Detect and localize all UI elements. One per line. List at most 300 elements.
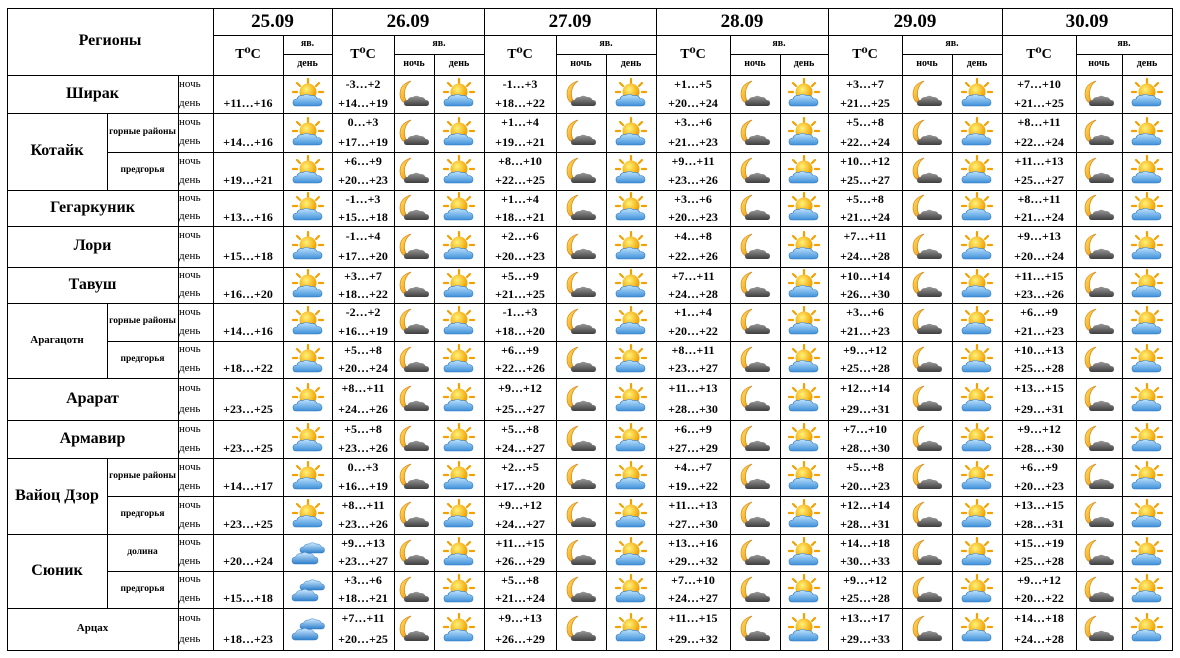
grid-line — [1002, 8, 1003, 650]
temp-night-value: +8…+11 — [1017, 115, 1061, 130]
day-label: день — [179, 287, 201, 300]
sunny-cloud-icon — [442, 574, 476, 611]
temp-night-value: -1…+3 — [502, 305, 538, 320]
night-label: ночь — [179, 498, 201, 511]
moon-cloud-icon — [1082, 500, 1116, 535]
day-label: день — [179, 402, 201, 415]
subregion-label: горные районы — [109, 126, 176, 137]
sunny-cloud-icon — [614, 537, 648, 574]
phenomena-header: яв. — [300, 38, 315, 50]
temp-night-value: +4…+7 — [674, 460, 712, 475]
temp-night-value: +3…+6 — [674, 191, 712, 206]
temp-day-value: +25…+27 — [840, 173, 890, 188]
temp-night-value: +8…+10 — [498, 154, 542, 169]
sunny-cloud-icon — [787, 231, 821, 268]
date-header: 27.09 — [548, 10, 592, 32]
subregion-label: предгорья — [120, 509, 165, 520]
sunny-cloud-icon — [787, 269, 821, 306]
region-name: Лори — [73, 237, 112, 255]
moon-cloud-icon — [397, 345, 431, 380]
date-header: 28.09 — [720, 10, 764, 32]
temp-day-value: +24…+28 — [668, 286, 718, 301]
day-subheader: день — [448, 58, 470, 70]
temp-night-value: +3…+6 — [846, 305, 884, 320]
temp-night-value: +9…+13 — [341, 535, 385, 550]
moon-cloud-icon — [564, 118, 598, 153]
moon-cloud-icon — [910, 79, 944, 114]
sunny-cloud-icon — [1130, 574, 1164, 611]
grid-line — [434, 54, 435, 650]
temp-day-value: +26…+30 — [840, 286, 890, 301]
temp-day-value: +14…+19 — [338, 96, 388, 111]
temp-night-value: +6…+9 — [1020, 460, 1058, 475]
temp-day-value: +23…+26 — [668, 173, 718, 188]
grid-line — [107, 341, 1172, 342]
temp-day-value: +28…+30 — [1014, 441, 1064, 456]
temp-night-value: +12…+14 — [840, 381, 890, 396]
grid-line — [1076, 35, 1077, 650]
grid-line — [828, 8, 829, 650]
temp-night-value: +9…+12 — [498, 381, 542, 396]
temp-day-value: +21…+24 — [495, 591, 545, 606]
temp-night-value: +1…+4 — [501, 115, 539, 130]
temp-night-value: +11…+15 — [1014, 268, 1064, 283]
moon-cloud-icon — [564, 424, 598, 459]
sunny-cloud-icon — [291, 78, 325, 115]
moon-cloud-icon — [1082, 307, 1116, 342]
grid-line — [7, 458, 1172, 459]
sunny-cloud-icon — [960, 574, 994, 611]
sunny-cloud-icon — [1130, 269, 1164, 306]
grid-line — [1076, 54, 1172, 55]
sunny-cloud-icon — [960, 231, 994, 268]
moon-cloud-icon — [910, 232, 944, 267]
grid-line — [213, 8, 214, 650]
moon-cloud-icon — [1082, 345, 1116, 380]
sunny-cloud-icon — [614, 117, 648, 154]
temp-day-value: +21…+23 — [668, 134, 718, 149]
temp-night-value: +11…+15 — [495, 535, 545, 550]
moon-cloud-icon — [397, 575, 431, 610]
sunny-cloud-icon — [442, 537, 476, 574]
sunny-cloud-icon — [1130, 423, 1164, 460]
sunny-cloud-icon — [1130, 461, 1164, 498]
temp-night-value: +1…+4 — [501, 191, 539, 206]
sunny-cloud-icon — [1130, 78, 1164, 115]
sunny-cloud-icon — [787, 117, 821, 154]
sunny-cloud-icon — [1130, 499, 1164, 536]
moon-cloud-icon — [910, 424, 944, 459]
day-label: день — [179, 210, 201, 223]
grid-line — [107, 152, 1172, 153]
temp-night-value: +13…+15 — [1014, 498, 1064, 513]
temp-day-value: +20…+24 — [223, 554, 273, 569]
sunny-cloud-icon — [442, 613, 476, 650]
grid-line — [780, 54, 781, 650]
temp-day-value: +25…+27 — [495, 402, 545, 417]
temp-day-value: +18…+21 — [495, 209, 545, 224]
sunny-cloud-icon — [442, 269, 476, 306]
temp-night-value: +5…+8 — [501, 572, 539, 587]
temp-day-value: +21…+23 — [840, 324, 890, 339]
temp-night-value: +5…+8 — [344, 342, 382, 357]
temp-night-value: +9…+11 — [671, 154, 715, 169]
grid-line — [1172, 8, 1173, 650]
sunny-cloud-icon — [787, 537, 821, 574]
grid-line — [7, 534, 1172, 535]
sunny-cloud-icon — [1130, 231, 1164, 268]
grid-line — [952, 54, 953, 650]
temp-day-value: +17…+20 — [495, 479, 545, 494]
night-label: ночь — [179, 269, 201, 282]
sunny-cloud-icon — [614, 574, 648, 611]
moon-cloud-icon — [564, 538, 598, 573]
temp-night-value: +9…+13 — [498, 611, 542, 626]
sunny-cloud-icon — [960, 155, 994, 192]
sunny-cloud-icon — [291, 344, 325, 381]
moon-cloud-icon — [738, 307, 772, 342]
moon-cloud-icon — [910, 614, 944, 649]
regions-header: Регионы — [78, 32, 142, 50]
sunny-cloud-icon — [960, 537, 994, 574]
grid-line — [394, 54, 484, 55]
temp-night-value: -1…+4 — [345, 228, 381, 243]
moon-cloud-icon — [564, 79, 598, 114]
moon-cloud-icon — [564, 156, 598, 191]
sunny-cloud-icon — [1130, 344, 1164, 381]
sunny-cloud-icon — [442, 231, 476, 268]
date-header: 25.09 — [251, 10, 294, 32]
temp-day-value: +15…+18 — [223, 249, 273, 264]
night-label: ночь — [179, 154, 201, 167]
temp-day-value: +26…+29 — [495, 632, 545, 647]
day-label: день — [179, 135, 201, 148]
temp-night-value: +8…+11 — [671, 342, 715, 357]
temp-day-value: +23…+25 — [223, 517, 273, 532]
phenomena-header: яв. — [1117, 38, 1131, 50]
phenomena-header: яв. — [945, 38, 959, 50]
sunny-cloud-icon — [787, 383, 821, 420]
grid-line — [7, 420, 1172, 421]
moon-cloud-icon — [1082, 462, 1116, 497]
sunny-cloud-icon — [442, 306, 476, 343]
temp-night-value: +2…+5 — [501, 460, 539, 475]
temp-night-value: +7…+10 — [1017, 77, 1061, 92]
moon-cloud-icon — [397, 384, 431, 419]
sunny-cloud-icon — [442, 344, 476, 381]
moon-cloud-icon — [1082, 193, 1116, 228]
grid-line — [213, 35, 1172, 36]
sunny-cloud-icon — [614, 461, 648, 498]
sunny-cloud-icon — [787, 192, 821, 229]
moon-cloud-icon — [910, 384, 944, 419]
grid-line — [283, 35, 284, 650]
temp-night-value: +1…+4 — [674, 305, 712, 320]
sunny-cloud-icon — [787, 499, 821, 536]
sunny-cloud-icon — [960, 423, 994, 460]
temp-day-value: +21…+25 — [1014, 96, 1064, 111]
temp-night-value: +6…+9 — [1020, 305, 1058, 320]
temp-night-value: +10…+14 — [840, 268, 890, 283]
subregion-label: предгорья — [120, 165, 165, 176]
temp-day-value: +20…+23 — [1014, 479, 1064, 494]
temp-day-value: +24…+28 — [840, 249, 890, 264]
moon-cloud-icon — [738, 118, 772, 153]
day-subheader: день — [297, 58, 318, 70]
night-label: ночь — [179, 229, 201, 242]
temp-day-value: +18…+23 — [223, 632, 273, 647]
temp-day-value: +29…+31 — [840, 402, 890, 417]
grid-line — [7, 608, 1172, 609]
temp-day-value: +15…+18 — [223, 591, 273, 606]
sunny-cloud-icon — [614, 306, 648, 343]
sunny-cloud-icon — [1130, 192, 1164, 229]
sunny-cloud-icon — [960, 269, 994, 306]
temp-day-value: +22…+26 — [668, 249, 718, 264]
moon-cloud-icon — [738, 614, 772, 649]
temp-day-value: +23…+26 — [338, 441, 388, 456]
sunny-cloud-icon — [960, 344, 994, 381]
temp-night-value: +2…+6 — [501, 228, 539, 243]
temp-day-value: +29…+32 — [668, 554, 718, 569]
day-label: день — [179, 96, 201, 109]
subregion-label: долина — [127, 546, 158, 557]
sunny-cloud-icon — [442, 499, 476, 536]
temp-night-value: +9…+12 — [843, 342, 887, 357]
subregion-label: предгорья — [120, 353, 165, 364]
temp-day-value: +25…+28 — [840, 361, 890, 376]
night-label: ночь — [179, 192, 201, 205]
temp-day-value: +24…+27 — [495, 517, 545, 532]
temp-day-value: +29…+31 — [1014, 402, 1064, 417]
sunny-cloud-icon — [614, 155, 648, 192]
sunny-cloud-icon — [614, 192, 648, 229]
grid-line — [7, 113, 1172, 114]
moon-cloud-icon — [1082, 384, 1116, 419]
sunny-cloud-icon — [291, 117, 325, 154]
moon-cloud-icon — [910, 538, 944, 573]
temp-day-value: +18…+20 — [495, 324, 545, 339]
moon-cloud-icon — [564, 232, 598, 267]
sunny-cloud-icon — [291, 461, 325, 498]
temp-day-value: +16…+19 — [338, 324, 388, 339]
sunny-cloud-icon — [787, 155, 821, 192]
temp-night-value: +5…+9 — [501, 268, 539, 283]
temp-day-value: +28…+31 — [840, 517, 890, 532]
sunny-cloud-icon — [614, 344, 648, 381]
subregion-label: предгорья — [120, 583, 165, 594]
date-header: 30.09 — [1065, 10, 1109, 32]
moon-cloud-icon — [738, 424, 772, 459]
sunny-cloud-icon — [1130, 613, 1164, 650]
grid-line — [107, 496, 1172, 497]
temp-night-value: +7…+10 — [671, 572, 715, 587]
temp-day-value: +16…+20 — [223, 286, 273, 301]
temp-night-value: +15…+19 — [1014, 535, 1064, 550]
temp-night-value: +3…+6 — [344, 572, 382, 587]
sunny-cloud-icon — [442, 461, 476, 498]
sunny-cloud-icon — [960, 192, 994, 229]
moon-cloud-icon — [564, 462, 598, 497]
moon-cloud-icon — [738, 156, 772, 191]
grid-line — [107, 303, 108, 378]
moon-cloud-icon — [738, 232, 772, 267]
day-subheader: день — [966, 58, 988, 70]
temp-night-value: +14…+18 — [1014, 611, 1064, 626]
moon-cloud-icon — [1082, 424, 1116, 459]
sunny-cloud-icon — [960, 383, 994, 420]
sunny-cloud-icon — [614, 231, 648, 268]
moon-cloud-icon — [564, 575, 598, 610]
sunny-cloud-icon — [442, 155, 476, 192]
sunny-cloud-icon — [1130, 383, 1164, 420]
moon-cloud-icon — [910, 500, 944, 535]
sunny-cloud-icon — [614, 423, 648, 460]
day-label: день — [179, 591, 201, 604]
temp-day-value: +25…+27 — [1014, 173, 1064, 188]
temp-day-value: +23…+26 — [338, 517, 388, 532]
day-label: день — [179, 173, 201, 186]
moon-cloud-icon — [564, 193, 598, 228]
temp-night-value: +9…+12 — [498, 498, 542, 513]
moon-cloud-icon — [738, 500, 772, 535]
temp-day-value: +23…+27 — [668, 361, 718, 376]
sunny-cloud-icon — [442, 383, 476, 420]
temp-day-value: +28…+30 — [840, 441, 890, 456]
temp-day-value: +22…+24 — [840, 134, 890, 149]
temp-day-value: +23…+25 — [223, 441, 273, 456]
grid-line — [556, 35, 557, 650]
temp-day-value: +22…+25 — [495, 173, 545, 188]
temp-day-value: +20…+24 — [338, 361, 388, 376]
temp-day-value: +14…+17 — [223, 479, 273, 494]
sunny-cloud-icon — [787, 574, 821, 611]
temp-night-value: +1…+5 — [674, 77, 712, 92]
night-label: ночь — [179, 381, 201, 394]
temp-night-value: +11…+13 — [1014, 154, 1064, 169]
sunny-cloud-icon — [291, 499, 325, 536]
night-subheader: ночь — [1088, 58, 1110, 70]
sunny-cloud-icon — [291, 306, 325, 343]
phenomena-header: яв. — [432, 38, 446, 50]
temp-night-value: +14…+18 — [840, 535, 890, 550]
temp-header: T⁰C — [507, 46, 533, 62]
temp-night-value: +7…+11 — [341, 611, 385, 626]
night-label: ночь — [179, 536, 201, 549]
night-label: ночь — [179, 77, 201, 90]
phenomena-header: яв. — [599, 38, 613, 50]
sunny-cloud-icon — [291, 383, 325, 420]
sunny-cloud-icon — [960, 78, 994, 115]
temp-day-value: +27…+29 — [668, 441, 718, 456]
temp-night-value: +11…+15 — [668, 611, 718, 626]
day-label: день — [179, 479, 201, 492]
region-name: Ширак — [66, 84, 119, 102]
grid-line — [7, 190, 1172, 191]
temp-header: T⁰C — [1026, 46, 1052, 62]
sunny-cloud-icon — [614, 499, 648, 536]
region-name: Гегаркуник — [50, 198, 135, 216]
temp-header: T⁰C — [350, 46, 376, 62]
temp-header: T⁰C — [235, 46, 261, 62]
sunny-cloud-icon — [291, 231, 325, 268]
moon-cloud-icon — [738, 538, 772, 573]
temp-day-value: +15…+18 — [338, 209, 388, 224]
temp-day-value: +23…+26 — [1014, 286, 1064, 301]
temp-day-value: +18…+22 — [495, 96, 545, 111]
sunny-cloud-icon — [787, 613, 821, 650]
sunny-cloud-icon — [291, 192, 325, 229]
sunny-cloud-icon — [614, 269, 648, 306]
temp-day-value: +18…+21 — [338, 591, 388, 606]
region-name: Арцах — [76, 622, 109, 635]
temp-day-value: +24…+27 — [668, 591, 718, 606]
night-label: ночь — [179, 611, 201, 624]
moon-cloud-icon — [738, 270, 772, 305]
moon-cloud-icon — [910, 156, 944, 191]
temp-night-value: +11…+13 — [668, 498, 718, 513]
temp-night-value: +5…+8 — [344, 422, 382, 437]
moon-cloud-icon — [910, 270, 944, 305]
temp-night-value: +8…+11 — [341, 498, 385, 513]
temp-night-value: +3…+6 — [674, 115, 712, 130]
night-label: ночь — [179, 343, 201, 356]
moon-cloud-icon — [397, 500, 431, 535]
sunny-cloud-icon — [960, 461, 994, 498]
sunny-cloud-icon — [614, 78, 648, 115]
temp-day-value: +17…+20 — [338, 249, 388, 264]
temp-night-value: +13…+16 — [668, 535, 718, 550]
grid-line — [107, 458, 108, 534]
temp-day-value: +16…+19 — [338, 479, 388, 494]
grid-line — [484, 8, 485, 650]
cloudy-icon — [291, 577, 325, 608]
day-label: день — [179, 632, 201, 645]
temp-day-value: +21…+24 — [1014, 209, 1064, 224]
temp-day-value: +11…+16 — [223, 96, 273, 111]
grid-line — [7, 8, 8, 651]
moon-cloud-icon — [1082, 156, 1116, 191]
sunny-cloud-icon — [787, 344, 821, 381]
temp-day-value: +20…+23 — [338, 173, 388, 188]
temp-day-value: +18…+22 — [223, 361, 273, 376]
sunny-cloud-icon — [960, 117, 994, 154]
temp-night-value: +3…+7 — [846, 77, 884, 92]
night-subheader: ночь — [916, 58, 938, 70]
temp-night-value: +7…+10 — [843, 422, 887, 437]
temp-day-value: +22…+24 — [1014, 134, 1064, 149]
moon-cloud-icon — [910, 345, 944, 380]
grid-line — [730, 35, 731, 650]
temp-night-value: +5…+8 — [846, 115, 884, 130]
moon-cloud-icon — [738, 384, 772, 419]
region-name: Арарат — [66, 389, 119, 407]
grid-line — [107, 571, 1172, 572]
temp-night-value: -2…+2 — [345, 305, 381, 320]
grid-line — [7, 226, 1172, 227]
temp-day-value: +29…+32 — [668, 632, 718, 647]
moon-cloud-icon — [397, 232, 431, 267]
moon-cloud-icon — [564, 614, 598, 649]
moon-cloud-icon — [564, 345, 598, 380]
sunny-cloud-icon — [787, 78, 821, 115]
grid-line — [7, 75, 1172, 76]
moon-cloud-icon — [1082, 614, 1116, 649]
temp-night-value: +4…+8 — [674, 228, 712, 243]
sunny-cloud-icon — [1130, 306, 1164, 343]
day-label: день — [179, 441, 201, 454]
day-subheader: день — [1136, 58, 1158, 70]
